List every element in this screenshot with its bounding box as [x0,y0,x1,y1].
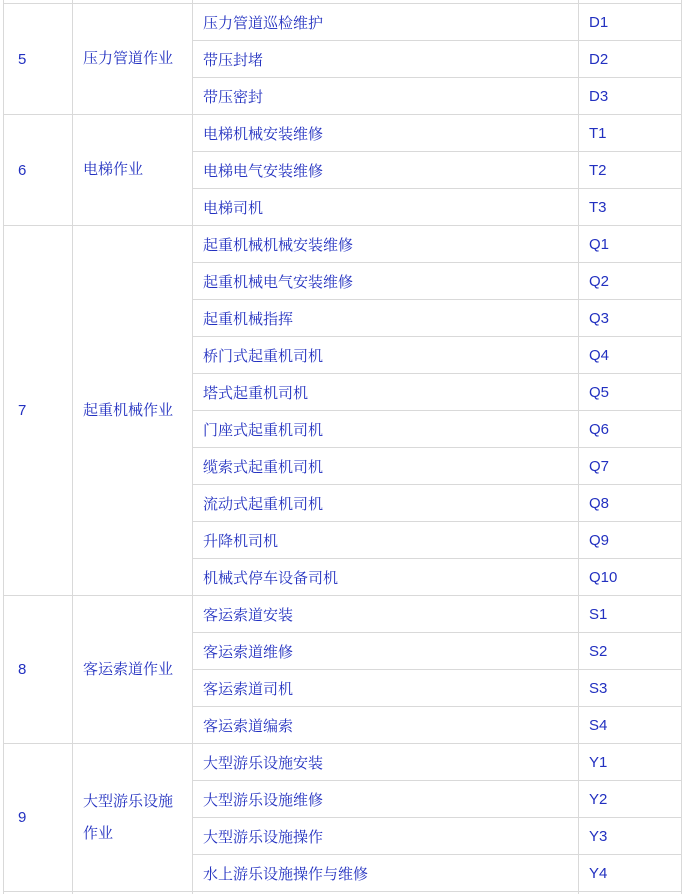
category-cell: 压力管道作业 [73,4,193,115]
code-cell: Q1 [579,226,682,263]
row-number-cell: 8 [4,596,73,744]
item-name-cell: 起重机械机械安装维修 [193,226,579,263]
item-name-cell: 客运索道安装 [193,596,579,633]
row-number-cell: 5 [4,4,73,115]
item-name-cell: 带压封堵 [193,41,579,78]
table-row [4,744,682,781]
item-name-cell: 大型游乐设施安装 [193,744,579,781]
item-name-cell: 压力管道巡检维护 [193,4,579,41]
code-cell: T2 [579,152,682,189]
item-name-cell: 客运索道司机 [193,670,579,707]
item-name-cell: 电梯司机 [193,189,579,226]
code-cell: Q7 [579,448,682,485]
code-cell: D1 [579,4,682,41]
code-cell: Q9 [579,522,682,559]
row-number-cell: 7 [4,226,73,596]
item-name-cell: 门座式起重机司机 [193,411,579,448]
code-cell: Y3 [579,818,682,855]
code-cell: Q8 [579,485,682,522]
table-row [4,115,682,152]
code-cell: Q4 [579,337,682,374]
category-cell: 大型游乐设施作业 [73,744,193,892]
special-operations-table [3,0,682,894]
code-cell: Q10 [579,559,682,596]
item-name-cell: 升降机司机 [193,522,579,559]
code-cell: T1 [579,115,682,152]
code-cell: Y4 [579,855,682,892]
item-name-cell: 起重机械指挥 [193,300,579,337]
item-name-cell: 客运索道编索 [193,707,579,744]
table-row [4,226,682,263]
item-name-cell: 桥门式起重机司机 [193,337,579,374]
item-name-cell: 客运索道维修 [193,633,579,670]
code-cell: Q6 [579,411,682,448]
item-name-cell: 流动式起重机司机 [193,485,579,522]
code-cell: S4 [579,707,682,744]
item-name-cell: 缆索式起重机司机 [193,448,579,485]
item-name-cell: 机械式停车设备司机 [193,559,579,596]
category-cell: 起重机械作业 [73,226,193,596]
item-name-cell: 大型游乐设施维修 [193,781,579,818]
row-number-cell: 6 [4,115,73,226]
code-cell: T3 [579,189,682,226]
item-name-cell: 电梯机械安装维修 [193,115,579,152]
item-name-cell: 大型游乐设施操作 [193,818,579,855]
row-number-cell: 9 [4,744,73,892]
table-row [4,596,682,633]
code-cell: S3 [579,670,682,707]
item-name-cell: 塔式起重机司机 [193,374,579,411]
item-name-cell: 电梯电气安装维修 [193,152,579,189]
table-row [4,4,682,41]
code-cell: D3 [579,78,682,115]
code-cell: Q3 [579,300,682,337]
category-cell: 电梯作业 [73,115,193,226]
code-cell: Q2 [579,263,682,300]
code-cell: D2 [579,41,682,78]
item-name-cell: 水上游乐设施操作与维修 [193,855,579,892]
item-name-cell: 带压密封 [193,78,579,115]
code-cell: Y1 [579,744,682,781]
category-cell: 客运索道作业 [73,596,193,744]
item-name-cell: 起重机械电气安装维修 [193,263,579,300]
code-cell: Y2 [579,781,682,818]
code-cell: Q5 [579,374,682,411]
code-cell: S2 [579,633,682,670]
code-cell: S1 [579,596,682,633]
